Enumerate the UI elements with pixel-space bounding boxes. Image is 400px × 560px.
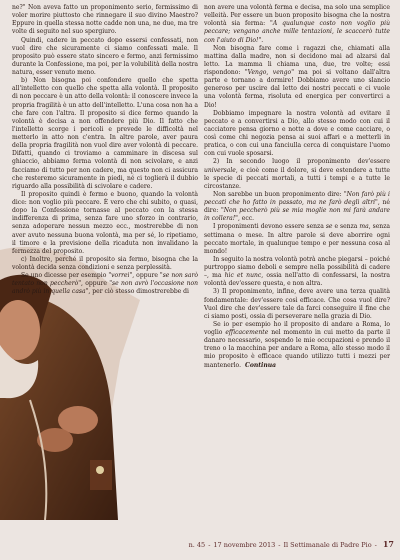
separator: - xyxy=(278,541,281,549)
emphasis: Non farò più i peccati che ho fatto in passato, ma ne farò degli altri xyxy=(204,190,390,206)
separator: - xyxy=(208,541,211,549)
text-span: Non bisogna fare come i ragazzi che, chiamati alla mattina dalla madre, non si decidono mai ad alzarsi dal letto. La mamma li chiama una, due, tre volte; essi rispondono: " xyxy=(204,44,390,76)
continua-label: Continua xyxy=(245,361,277,369)
text-span: ", per ciò stesso dimostrerebbe di xyxy=(85,288,189,296)
text-span: In seguito la nostra volontà potrà anche piegarsi – poiché purtroppo siamo deboli e sempre nella possibilità di cadere –, ma xyxy=(204,255,390,280)
paragraph-r5 xyxy=(204,191,390,224)
text-span: ", né dire: " xyxy=(204,199,390,215)
issue-number: n. 45 xyxy=(188,541,206,549)
emphasis: se non avrò l'occasione non andrò più in quella casa xyxy=(12,280,199,296)
text-span: , senza settimana o mese. In altre parole si deve aborrire ogni peccato mortale, in qualunque tempo e per nessuna cosa al mondo! xyxy=(204,223,390,255)
text-span: ". xyxy=(258,36,264,44)
separator: - xyxy=(374,541,377,549)
paragraph-6 xyxy=(12,272,198,296)
paragraph-r2 xyxy=(204,45,390,110)
text-span: Non sarebbe un buon proponimento dire: " xyxy=(213,190,347,198)
emphasis: Vengo, vengo xyxy=(247,69,292,76)
emphasis: ma xyxy=(359,223,369,231)
page-footer xyxy=(180,540,394,549)
page-number: 17 xyxy=(382,539,394,549)
emphasis: vorrei xyxy=(111,272,130,280)
text-span: nel momento in cui metto da parte il danaro necessario, sospendo le mie occupazioni e prendo il treno o la macchina per andare a Roma, allo stesso modo il mio proposito è efficace quando utilizzo tutti i mezzi per mantenerlo. xyxy=(204,329,391,369)
text-span: ", oppure " xyxy=(78,280,113,288)
text-span: I proponimenti devono essere senza xyxy=(213,223,326,231)
emphasis: efficacemente xyxy=(225,329,269,336)
paragraph-2: Quindi, cadere in peccato dopo essersi confessati, non vuol dire che sicuramente ci siamo confessati male. Il proposito può essere stato sincero e fermo, anzi fermissimo durante la Confessione, ma poi, per la volubilità della nostra natura, esser venuto meno. xyxy=(12,36,198,76)
emphasis: hic et nunc xyxy=(224,272,262,280)
paragraph-r9 xyxy=(204,321,390,370)
publication-name: Il Settimanale di Padre Pio xyxy=(283,541,372,549)
text-span: Se uno dicesse per esempio " xyxy=(21,272,112,280)
paragraph-r1 xyxy=(204,4,390,45)
paragraph-3: b) Non bisogna poi confondere quello che spetta all'intelletto con quello che spetta alla volontà. Il proposito di non peccare è un atto della volontà: il conoscere invece la propria fragilità è un atto dell'intelletto. L'una cosa non ha a che fare con l'altra. Il proposito si dice fermo quando la volontà è decisa a non offendere più Dio. Il fatto che l'intelletto scorge i pericoli e prevede le difficoltà nel metterlo in atto non c'entra. In altre parole, aver paura della propria fragilità non vuol dire aver volontà di peccare. Difatti, quando ci troviamo a camminare in discesa sul ghiaccio, abbiamo ferma volontà di non scivolare, e anzi facciamo di tutto per non cadere, ma questo non ci assicura che resteremo sicuramente in piedi, né ci toglierà il dubbio riguardo alla possibilità di scivolare e cadere. xyxy=(12,77,198,190)
emphasis: Non peccherò più se mia moglie non mi farà andare in collera! xyxy=(204,207,390,223)
paragraph-r4 xyxy=(204,158,390,191)
text-span: e senza xyxy=(332,223,360,231)
emphasis: se xyxy=(325,223,333,231)
emphasis: se non sarò tentato non peccherò xyxy=(12,272,198,288)
text-span: non avere una volontà ferma e decisa, ma solo una semplice velleità. Per essere un buon proposito bisogna che la nostra volontà sia ferma: " xyxy=(204,4,390,28)
paragraph-4: Il proposito quindi è fermo e buono, quando la volontà dice: non voglio più peccare. È vero che chi subito, o quasi, dopo la Confessione tornasse al peccato con la stessa indifferenza di prima, senza fare uno sforzo in contrario, senza adoperare nessun mezzo ecc., mostrerebbe di non aver avuto nessuna buona volontà, ma per sé, lo ripetiamo, il timore e la previsione della ricaduta non invalidano la fermezza del proposito. xyxy=(12,190,198,255)
text-span: 2) In secondo luogo il proponimento dev'essere xyxy=(213,158,390,166)
text-span: ", ecc. xyxy=(235,215,255,223)
paragraph-r8: 3) Il proponimento, infine, deve avere una terza qualità fondamentale: dev'essere così efficace. Che cosa vuol dire? Vuol dire che dev'essere tale da farci conseguire il fine che ci siamo posti, ossia di perseverare nella grazia di Dio. xyxy=(204,288,390,320)
emphasis: A qualunque costo non voglio più peccare; vengano anche mille tentazioni, le scaccerò tutte con l'aiuto di Dio! xyxy=(204,20,390,44)
paragraph-r7 xyxy=(204,256,390,289)
paragraph-5: c) Inoltre, perché il proposito sia fermo, bisogna che la volontà decida senza condizioni e senza perplessità. xyxy=(12,255,198,271)
paragraph-r6 xyxy=(204,223,390,256)
text-span: ", oppure " xyxy=(129,272,163,280)
right-column xyxy=(204,4,390,370)
text-span: , e cioè come il dolore, si deve estendere a tutte le specie di peccati mortali, a tutti i tempi e a tutte le circostanze. xyxy=(204,166,390,190)
emphasis: universale xyxy=(204,166,236,174)
paragraph-r3: Dobbiamo impegnare la nostra volontà ad evitare il peccato e a convertirsi a Dio, allo stesso modo con cui il cacciatore pensa giorno e notte a dove e come cacciare, o così come chi negozia pensa ai suoi affari e a metterli in pratica, o con cui una fanciulla cerca di conquistare l'uomo con cui vuole sposarsi. xyxy=(204,109,390,158)
text-span: , ossia nell'atto di confessarsi, la nostra volontà dev'essere questa, e non altra. xyxy=(204,272,390,288)
issue-date: 17 novembre 2013 xyxy=(213,541,276,549)
left-column xyxy=(12,4,198,297)
text-span: " ma poi si voltano dall'altra parte e tornano a dormire! Dobbiamo avere uno slancio generoso per uscire dal letto dei nostri peccati e ci vuole una volontà ferma, risoluta ed energica per convertirci a Dio! xyxy=(204,69,391,109)
paragraph-1: ne?" Non aveva fatto un proponimento serio, fermissimo di voler morire piuttosto che rinnegare il suo divino Maestro? Eppure in quella stessa notte cadde non una, ne due, ma tre volte di seguito nel suo spergiuro. xyxy=(12,4,198,36)
text-span: Se io per esempio ho il proposito di andare a Roma, lo voglio xyxy=(204,320,390,336)
